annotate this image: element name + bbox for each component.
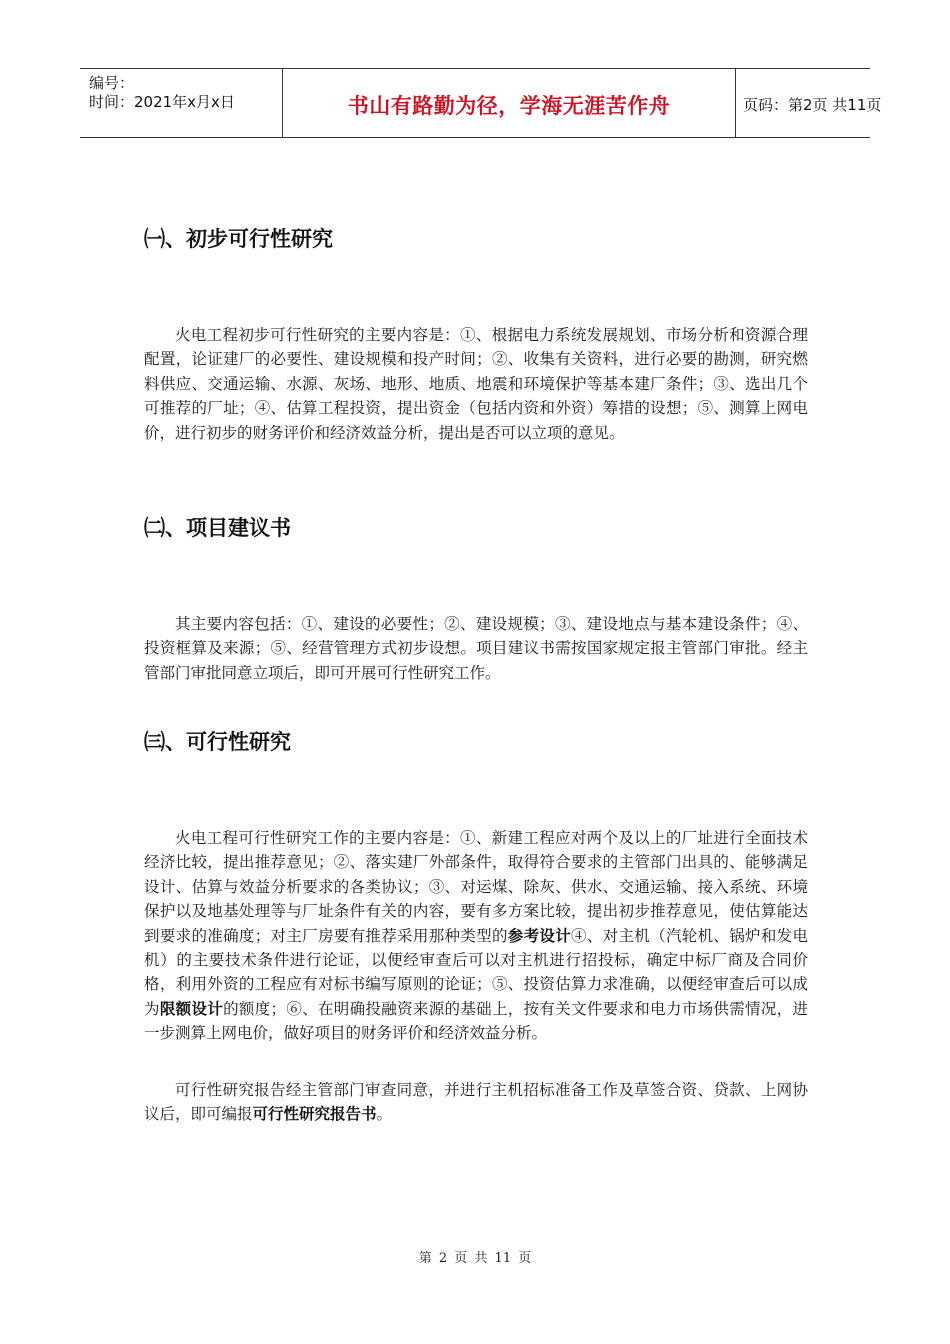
section-3-paragraph-2 — [144, 1078, 808, 1127]
section-2-paragraph: 其主要内容包括：①、建设的必要性；②、建设规模；③、建设地点与基本建设条件；④、投资框算及来源；⑤、经营管理方式初步设想。项目建议书需按国家规定报主管部门审批。经主管部门审批同意立项后，即可开展可行性研究工作。 — [144, 615, 808, 682]
motto-text: 书山有路勤为径，学海无涯苦作舟 — [347, 94, 671, 118]
section-3-text-e: 。 — [376, 1105, 393, 1124]
header-page-cell — [735, 69, 882, 137]
section-3-text-a: 火电工程可行性研究工作的主要内容是：①、新建工程应对两个及以上的厂址进行全面技术经济比较，提出推荐意见；②、落实建厂外部条件，取得符合要求的主管部门出具的、能够满足设计、估算与效益分析要求的各类协议；③、对运煤、除灰、供水、交通运输、接入系统、环境保护以及地基处理等与厂址条件有关的内容，要有多方案比较，提出初步推荐意见，使估算能达到要求的准确度；对主厂房要有推荐采用那种类型的 — [144, 829, 808, 945]
section-3-heading: ㈢、可行性研究 — [144, 730, 291, 754]
limit-design-term: 限额设计 — [159, 999, 224, 1018]
page-header — [80, 68, 882, 138]
feasibility-report-term: 可行性研究报告书 — [252, 1105, 377, 1124]
section-3-text-d: 可行性研究报告经主管部门审查同意，并进行主机招标准备工作及草签合资、贷款、上网协议后，即可编报 — [144, 1081, 808, 1124]
reference-design-term: 参考设计 — [507, 926, 572, 945]
document-date-label: 时间：2021年x月x日 — [89, 93, 235, 111]
section-1-heading: ㈠、初步可行性研究 — [144, 227, 333, 251]
document-number-label: 编号： — [89, 74, 135, 92]
page-footer: 第 2 页 共 11 页 — [418, 1251, 532, 1266]
section-1-paragraph: 火电工程初步可行性研究的主要内容是：①、根据电力系统发展规划、市场分析和资源合理配置，论证建厂的必要性、建设规模和投产时间；②、收集有关资料，进行必要的勘测，研究燃料供应、交通运输、水源、灰场、地形、地质、地震和环境保护等基本建厂条件；③、选出几个可推荐的厂址；④、估算工程投资，提出资金（包括内资和外资）筹措的设想；⑤、测算上网电价，进行初步的财务评价和经济效益分析，提出是否可以立项的意见。 — [144, 326, 808, 442]
page-info: 页码：第2页 共11页 — [743, 96, 882, 114]
section-3-text-c: 的额度；⑥、在明确投融资来源的基础上，按有关文件要求和电力市场供需情况，进一步测算上网电价，做好项目的财务评价和经济效益分析。 — [144, 999, 808, 1043]
header-info-cell — [80, 69, 282, 137]
section-2-heading: ㈡、项目建议书 — [144, 516, 291, 540]
section-3-paragraph-1 — [144, 826, 808, 1046]
header-motto-cell — [282, 69, 736, 137]
section-3-text-b: ④、对主机（汽轮机、锅炉和发电机）的主要技术条件进行论证，以便经审查后可以对主机进行招投标，确定中标厂商及合同价格，利用外资的工程应有对标书编写原则的论证；⑤、投资估算力求准确，以便经审查后可以成为 — [144, 926, 808, 1018]
